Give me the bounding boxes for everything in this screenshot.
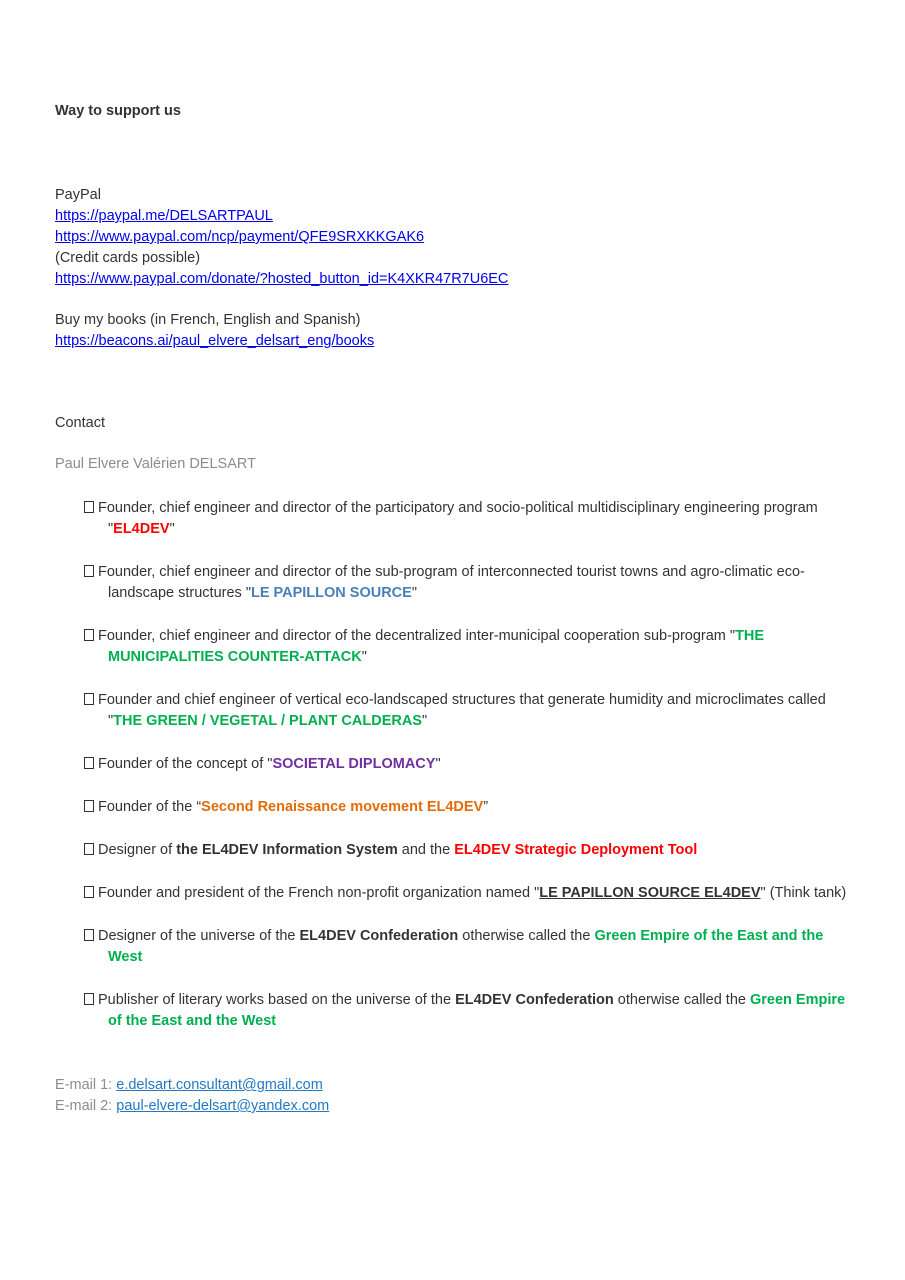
role-item: [84, 562, 859, 604]
role-text-segment: Green Empire of the East and the West: [108, 992, 846, 1029]
role-text-segment: ": [421, 713, 428, 729]
books-label: Buy my books (in French, English and Spanish): [55, 312, 361, 328]
role-item: [84, 990, 859, 1032]
email-2-link[interactable]: paul-elvere-delsart@yandex.com: [116, 1098, 330, 1114]
role-text-segment: THE MUNICIPALITIES COUNTER-ATTACK: [108, 628, 765, 665]
paypal-ncp-link[interactable]: https://www.paypal.com/ncp/payment/QFE9SRXKKGAK6: [55, 229, 425, 245]
role-item: [84, 498, 859, 540]
checkbox-bullet-icon: [84, 565, 94, 577]
paypal-label: PayPal: [55, 187, 101, 203]
role-text-segment: Founder, chief engineer and director of the sub-program of interconnected tourist towns and agro-climatic eco-landscape structures ": [98, 564, 805, 601]
role-text-segment: otherwise called the: [613, 992, 750, 1008]
role-text-segment: Designer of: [98, 842, 177, 858]
role-text-segment: the EL4DEV Information System: [176, 842, 398, 858]
roles-list: [84, 498, 859, 1032]
paypal-section: [55, 185, 860, 290]
paypal-donate-link[interactable]: https://www.paypal.com/donate/?hosted_button_id=K4XKR47R7U6EC: [55, 271, 509, 287]
checkbox-bullet-icon: [84, 843, 94, 855]
role-text-segment: Green Empire of the East and the West: [108, 928, 824, 965]
role-text-segment: THE GREEN / VEGETAL / PLANT CALDERAS: [113, 713, 422, 729]
role-text-segment: Publisher of literary works based on the universe of the: [98, 992, 456, 1008]
role-text-segment: ”: [483, 799, 489, 815]
email-row: [55, 1075, 860, 1096]
email-2-label: E-mail 2:: [55, 1098, 117, 1114]
role-text-segment: EL4DEV Strategic Deployment Tool: [454, 842, 698, 858]
role-text-segment: Designer of the universe of the: [98, 928, 300, 944]
role-text-segment: ": [361, 649, 367, 665]
checkbox-bullet-icon: [84, 800, 94, 812]
role-text-segment: Second Renaissance movement EL4DEV: [201, 799, 484, 815]
role-text-segment: Founder and chief engineer of vertical eco-landscaped structures that generate humidity and microclimates called ": [98, 692, 826, 729]
contact-name: Paul Elvere Valérien DELSART: [55, 456, 256, 472]
checkbox-bullet-icon: [84, 757, 94, 769]
role-item: [84, 626, 859, 668]
checkbox-bullet-icon: [84, 693, 94, 705]
role-item: [84, 690, 859, 732]
role-text-segment: otherwise called the: [458, 928, 595, 944]
checkbox-bullet-icon: [84, 629, 94, 641]
role-text-segment: LE PAPILLON SOURCE: [250, 585, 412, 601]
role-item: [84, 840, 859, 861]
role-text-segment: ": [411, 585, 417, 601]
email-1-label: E-mail 1:: [55, 1077, 117, 1093]
email-row: [55, 1096, 860, 1117]
role-text-segment: Founder of the concept of ": [98, 756, 273, 772]
role-text-segment: ": [169, 521, 175, 537]
role-item: [84, 883, 859, 904]
role-text-segment: EL4DEV: [113, 521, 170, 537]
role-text-segment: EL4DEV Confederation: [299, 928, 459, 944]
contact-heading: Contact: [55, 415, 105, 431]
role-text-segment: Founder of the “: [98, 799, 202, 815]
checkbox-bullet-icon: [84, 993, 94, 1005]
role-text-segment: Founder, chief engineer and director of the decentralized inter-municipal cooperation sub-program ": [98, 628, 736, 644]
books-section: [55, 310, 860, 352]
role-text-segment: ": [435, 756, 441, 772]
credit-cards-note: (Credit cards possible): [55, 250, 201, 266]
role-item: [84, 926, 859, 968]
role-item: [84, 754, 859, 775]
paypal-me-link[interactable]: https://paypal.me/DELSARTPAUL: [55, 208, 273, 224]
checkbox-bullet-icon: [84, 501, 94, 513]
role-text-segment: SOCIETAL DIPLOMACY: [272, 756, 436, 772]
support-heading: Way to support us: [55, 103, 181, 119]
role-text-segment: LE PAPILLON SOURCE EL4DEV: [539, 885, 761, 901]
role-text-segment: Founder and president of the French non-profit organization named ": [98, 885, 540, 901]
role-text-segment: and the: [397, 842, 455, 858]
checkbox-bullet-icon: [84, 886, 94, 898]
role-text-segment: Founder, chief engineer and director of the participatory and socio-political multidisciplinary engineering program ": [98, 500, 818, 537]
emails-section: [55, 1075, 860, 1117]
role-text-segment: " (Think tank): [760, 885, 847, 901]
checkbox-bullet-icon: [84, 929, 94, 941]
email-1-link[interactable]: e.delsart.consultant@gmail.com: [116, 1077, 323, 1093]
books-link[interactable]: https://beacons.ai/paul_elvere_delsart_eng/books: [55, 333, 375, 349]
role-text-segment: EL4DEV Confederation: [455, 992, 614, 1008]
role-item: [84, 797, 859, 818]
